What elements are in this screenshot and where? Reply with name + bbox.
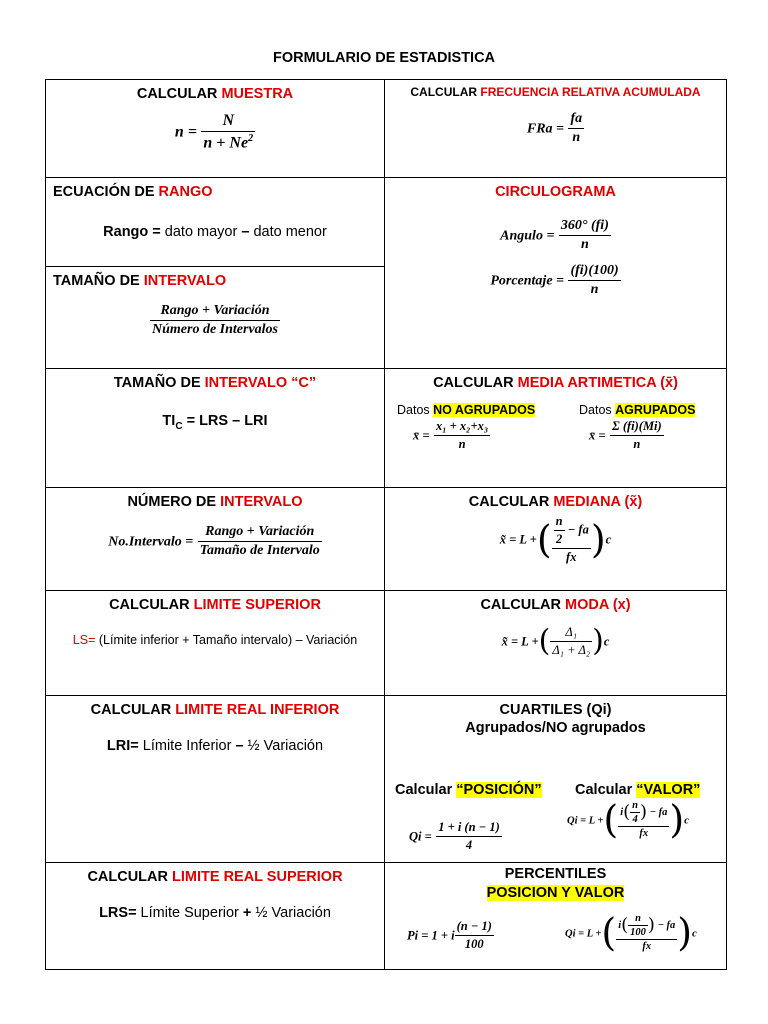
header-tam-intervalo: TAMAÑO DE INTERVALO — [53, 273, 227, 289]
header-media: CALCULAR MEDIA ARTIMETICA (x̄) — [433, 375, 678, 391]
header-percentiles: PERCENTILES — [504, 866, 607, 882]
formula-tam-c: $TI_C$ = LRS – LRI — [162, 413, 268, 432]
formula-porcentaje: Porcentaje = $\frac{(fi)(100)}{n}$ — [490, 263, 619, 297]
formula-percentil-valor: Qi = L +( i( $\frac{n}{100}$ ) − fa fx )c — [565, 910, 697, 955]
cell-muestra — [46, 80, 385, 178]
header-circulograma: CIRCULOGRAMA — [495, 184, 616, 200]
formula-mediana: x̃ = L +( $\frac{n}{2}$ − fa fx )c — [499, 514, 612, 564]
media-no-agrupados: Datos NO AGRUPADOS x̄ = $\frac{\text{x₁ + x₂+x₃}}{n}$ — [397, 403, 536, 451]
media-agrupados: Datos AGRUPADOS x̄ = $\frac{\Sigma (fi)(Mi)}{n}$ — [579, 403, 696, 451]
formula-cuartil-posicion: Qi = $\frac{1 + i (n - 1)}{4}$ — [409, 820, 500, 852]
header-tam-c: TAMAÑO DE INTERVALO “C” — [113, 375, 317, 391]
cuartiles-valor-label: Calcular “VALOR” — [575, 782, 701, 798]
formula-percentil-posicion: Pi = 1 + i $\frac{(n - 1)}{100}$ — [407, 919, 492, 951]
subheader-cuartiles: Agrupados/NO agrupados — [465, 720, 646, 736]
cell-num-intervalo — [46, 488, 385, 591]
header-muestra: CALCULAR MUESTRA — [136, 86, 294, 102]
header-lim-sup: CALCULAR LIMITE SUPERIOR — [109, 597, 321, 613]
cell-lrs — [46, 863, 385, 970]
formula-table — [45, 79, 727, 970]
cell-tam-c — [46, 369, 385, 488]
cell-tam-intervalo — [46, 267, 385, 369]
cell-lim-sup — [46, 591, 385, 696]
subheader-percentiles: POSICION Y VALOR — [486, 885, 625, 901]
formula-rango: Rango = dato mayor – dato menor — [103, 224, 327, 240]
cell-percentiles — [385, 863, 727, 970]
formula-fra: FRa = $\frac{fa}{n}$ — [526, 111, 583, 145]
cell-moda — [385, 591, 727, 696]
cell-fra — [385, 80, 727, 178]
header-lrs: CALCULAR LIMITE REAL SUPERIOR — [87, 869, 343, 885]
formula-num-intervalo: No.Intervalo = $\frac{\text{Rango + Variación}}{\text{Tamaño de Intervalo}}$ — [108, 524, 320, 558]
cell-cuartiles — [385, 696, 727, 863]
cell-rango — [46, 178, 385, 267]
header-num-intervalo: NÚMERO DE INTERVALO — [127, 494, 303, 510]
formula-moda: x̃ = L +( $\frac{\text{Δ₁}}{\text{Δ₁ + Δ₂}}$ )c — [501, 623, 610, 659]
cell-media — [385, 369, 727, 488]
formula-angulo: Angulo = $\frac{360^\circ (fi)}{n}$ — [500, 218, 609, 252]
header-fra: CALCULAR FRECUENCIA RELATIVA ACUMULADA — [410, 85, 701, 99]
page-title: FORMULARIO DE ESTADISTICA — [272, 50, 496, 66]
formula-muestra: n = $\frac{N}{n + Ne^2}$ — [174, 112, 254, 152]
formula-tam-intervalo: $\frac{\text{Rango + Variación}}{\text{Número de Intervalos}}$ — [152, 303, 278, 337]
header-moda: CALCULAR MODA (x) — [480, 597, 631, 613]
cell-mediana — [385, 488, 727, 591]
cell-circulograma — [385, 178, 727, 369]
header-cuartiles: CUARTILES (Qi) — [499, 702, 612, 718]
cuartiles-posicion-label: Calcular “POSICIÓN” — [395, 782, 542, 798]
formula-lri: LRI= Límite Inferior – ½ Variación — [106, 738, 324, 754]
header-lri: CALCULAR LIMITE REAL INFERIOR — [90, 702, 340, 718]
formula-lrs: LRS= Límite Superior + ½ Variación — [99, 905, 331, 921]
header-rango: ECUACIÓN DE RANGO — [53, 184, 213, 200]
header-mediana: CALCULAR MEDIANA (x̃) — [468, 494, 643, 510]
formula-lim-sup: LS= (Límite inferior + Tamaño intervalo) – Variación — [72, 633, 358, 647]
formula-cuartil-valor: Qi = L +( i( $\frac{n}{4}$ ) − fa fx )c — [567, 797, 689, 842]
cell-lri — [46, 696, 385, 863]
